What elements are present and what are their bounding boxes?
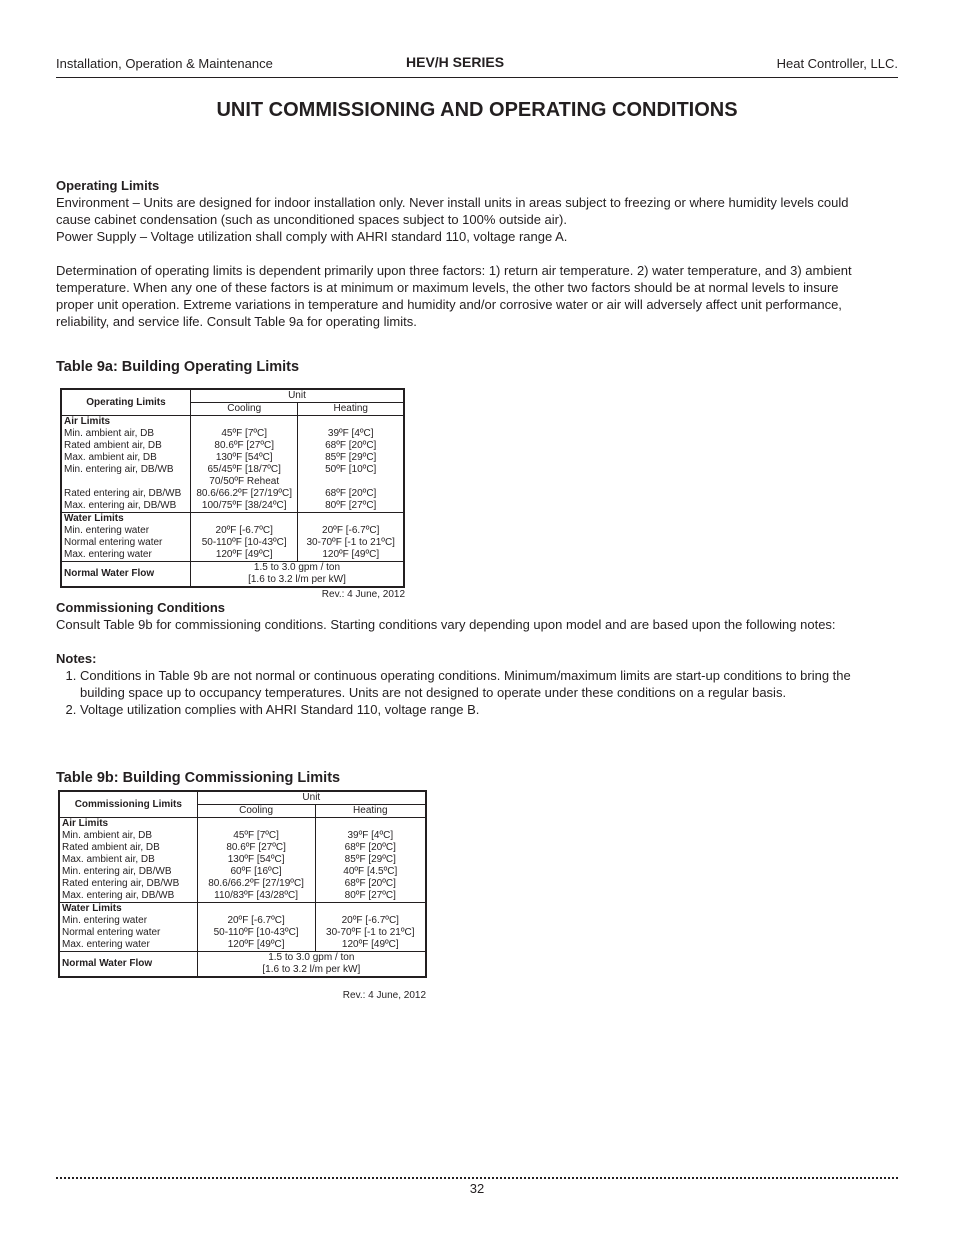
table-9a-operating-limits [60,388,405,588]
cooling-value: 100/75ºF [38/24ºC] [201,500,287,511]
row-label: Rated entering air, DB/WB [59,878,197,890]
table-row [61,452,404,464]
table-row [61,500,404,513]
empty-cell [190,513,297,526]
heating-value: 30-70ºF [-1 to 21ºC] [298,537,404,549]
table-9b-revision: Rev.: 4 June, 2012 [342,990,426,1001]
note-item: 2. Voltage utilization complies with AHRI Standard 110, voltage range B. [80,701,856,718]
table-header-row [61,389,404,403]
row-label: Min. ambient air, DB [61,428,190,440]
table-9b-caption: Table 9b: Building Commissioning Limits [56,770,341,786]
cooling-header: Cooling [239,805,274,816]
cooling-value: 20ºF [-6.7ºC] [215,525,273,536]
cooling-value: 120ºF [49ºC] [215,549,273,560]
water-limits-title-row [61,513,404,526]
water-flow-label: Normal Water Flow [59,952,197,978]
table-row [61,549,404,562]
power-supply-paragraph: Power Supply – Voltage utilization shall comply with AHRI standard 110, voltage range A. [56,229,568,244]
water-flow-line: 1.5 to 3.0 gpm / ton [253,562,341,573]
water-flow-value [197,952,426,978]
page-header [56,54,898,76]
cooling-value: 50-110ºF [10-43ºC] [213,927,299,938]
heating-value: 120ºF [49ºC] [315,939,426,952]
operating-limits-heading: Operating Limits [56,178,160,193]
commissioning-section [56,599,856,718]
water-flow-label: Normal Water Flow [61,562,190,588]
water-flow-line: 1.5 to 3.0 gpm / ton [268,952,355,963]
air-limits-title-row [59,818,426,831]
header-doc-type: Installation, Operation & Maintenance [56,56,273,71]
row-label: Min. ambient air, DB [59,830,197,842]
table-row [61,488,404,500]
water-flow-row [61,562,404,588]
row-label: Max. ambient air, DB [59,854,197,866]
empty-cell [298,513,404,526]
unit-header: Unit [197,791,426,805]
cooling-value: 70/50ºF Reheat [209,476,280,487]
cooling-value: 80.6ºF [27ºC] [214,440,274,451]
row-label: Rated entering air, DB/WB [61,488,190,500]
table-9a-revision: Rev.: 4 June, 2012 [321,589,405,600]
note-item: 1. Conditions in Table 9b are not normal or continuous operating conditions. Minimum/maximum limits are start-up conditions to bring the building space up to occupancy temperatures. Units are not designed to operate under these conditions on a regular basis. [80,667,856,701]
heating-value: 68ºF [20ºC] [298,488,404,500]
page-title: UNIT COMMISSIONING AND OPERATING CONDITIONS [216,99,738,121]
empty-cell [298,416,404,429]
table-row [61,428,404,440]
row-label: Max. entering air, DB/WB [59,890,197,903]
table-header-row [59,791,426,805]
determination-paragraph: Determination of operating limits is dependent primarily upon three factors: 1) return air temperature. 2) water temperature, and 3) ambient temperature. When any one of these factors is at minimum or maximum levels, the other two factors should be at normal levels to insure proper unit operation. Extreme variations in temperature and humidity and/or corrosive water or air will adversely affect unit performance, reliability, and service life. Consult Table 9a for operating limits. [56,263,852,329]
heating-value: 20ºF [-6.7ºC] [298,525,404,537]
water-limits-title: Water Limits [59,903,197,916]
header-divider [56,77,898,78]
cooling-value: 110/83ºF [43/28ºC] [214,890,299,901]
heating-value: 80ºF [27ºC] [315,890,426,903]
heating-value: 50ºF [10ºC] [298,464,404,476]
heating-value: 85ºF [29ºC] [315,854,426,866]
table-corner-label: Operating Limits [61,389,190,416]
table-row [59,939,426,952]
heating-header: Heating [298,403,404,416]
operating-limits-section [56,177,856,330]
notes-list [56,667,856,718]
row-label: Max. entering water [59,939,197,952]
header-series: HEV/H SERIES [406,54,505,70]
table-9b-commissioning-limits [58,790,427,978]
table-row [61,464,404,476]
row-label: Max. ambient air, DB [61,452,190,464]
row-label: Normal entering water [59,927,197,939]
row-label: Max. entering water [61,549,190,562]
table-row [59,842,426,854]
empty-cell [315,903,426,916]
water-limits-title: Water Limits [61,513,190,526]
water-flow-row [59,952,426,978]
table-row [59,915,426,927]
table-row [61,476,404,488]
row-label [61,476,190,488]
header-company: Heat Controller, LLC. [776,56,898,71]
water-flow-line: [1.6 to 3.2 l/m per kW] [262,964,361,975]
row-label: Min. entering water [61,525,190,537]
heating-value: 68ºF [20ºC] [315,842,426,854]
row-label: Rated ambient air, DB [59,842,197,854]
water-flow-value [190,562,404,588]
row-label: Min. entering water [59,915,197,927]
heating-header: Heating [315,805,426,818]
table-row [59,830,426,842]
cooling-value: 50-110ºF [10-43ºC] [201,537,287,548]
unit-header: Unit [190,389,404,403]
cooling-value: 65/45ºF [18/7ºC] [207,464,281,475]
cooling-header: Cooling [227,403,262,414]
heating-value: 68ºF [20ºC] [298,440,404,452]
table-corner-label: Commissioning Limits [59,791,197,818]
heating-value: 80ºF [27ºC] [298,500,404,513]
table-row [61,537,404,549]
heating-value: 20ºF [-6.7ºC] [315,915,426,927]
commissioning-paragraph: Consult Table 9b for commissioning conditions. Starting conditions vary depending upon model and are based upon the following notes: [56,617,836,632]
heating-value: 68ºF [20ºC] [315,878,426,890]
table-row [59,866,426,878]
cooling-value: 130ºF [54ºC] [227,854,285,865]
empty-cell [197,818,315,831]
table-row [59,854,426,866]
page-number: 32 [469,1181,485,1196]
notes-heading: Notes: [56,651,97,666]
commissioning-heading: Commissioning Conditions [56,600,225,615]
empty-cell [197,903,315,916]
cooling-value: 20ºF [-6.7ºC] [227,915,285,926]
cooling-value: 80.6/66.2ºF [27/19ºC] [208,878,304,889]
air-limits-title: Air Limits [59,818,197,831]
row-label: Rated ambient air, DB [61,440,190,452]
empty-cell [190,416,297,429]
footer-divider [56,1177,898,1179]
table-9a-caption: Table 9a: Building Operating Limits [56,359,300,375]
heating-value: 40ºF [4.5ºC] [315,866,426,878]
air-limits-title: Air Limits [61,416,190,429]
row-label: Max. entering air, DB/WB [61,500,190,513]
water-flow-line: [1.6 to 3.2 l/m per kW] [248,574,346,585]
water-limits-title-row [59,903,426,916]
row-label: Min. entering air, DB/WB [61,464,190,476]
cooling-value: 80.6ºF [27ºC] [226,842,286,853]
heating-value: 85ºF [29ºC] [298,452,404,464]
cooling-value: 80.6/66.2ºF [27/19ºC] [196,488,293,499]
table-row [61,440,404,452]
cooling-value: 60ºF [16ºC] [230,866,282,877]
table-row [61,525,404,537]
empty-cell [315,818,426,831]
cooling-value: 130ºF [54ºC] [215,452,273,463]
heating-value: 120ºF [49ºC] [298,549,404,562]
air-limits-title-row [61,416,404,429]
cooling-value: 120ºF [49ºC] [227,939,285,950]
row-label: Min. entering air, DB/WB [59,866,197,878]
table-row [59,927,426,939]
cooling-value: 45ºF [7ºC] [233,830,279,841]
heating-value [298,476,404,488]
heating-value: 39ºF [4ºC] [315,830,426,842]
cooling-value: 45ºF [7ºC] [221,428,268,439]
environment-paragraph: Environment – Units are designed for indoor installation only. Never install units in areas subject to freezing or where humidity levels could cause cabinet condensation (such as unconditioned spaces subject to 100% outside air). [56,195,849,227]
row-label: Normal entering water [61,537,190,549]
table-row [59,890,426,903]
heating-value: 30-70ºF [-1 to 21ºC] [315,927,426,939]
table-row [59,878,426,890]
heating-value: 39ºF [4ºC] [298,428,404,440]
